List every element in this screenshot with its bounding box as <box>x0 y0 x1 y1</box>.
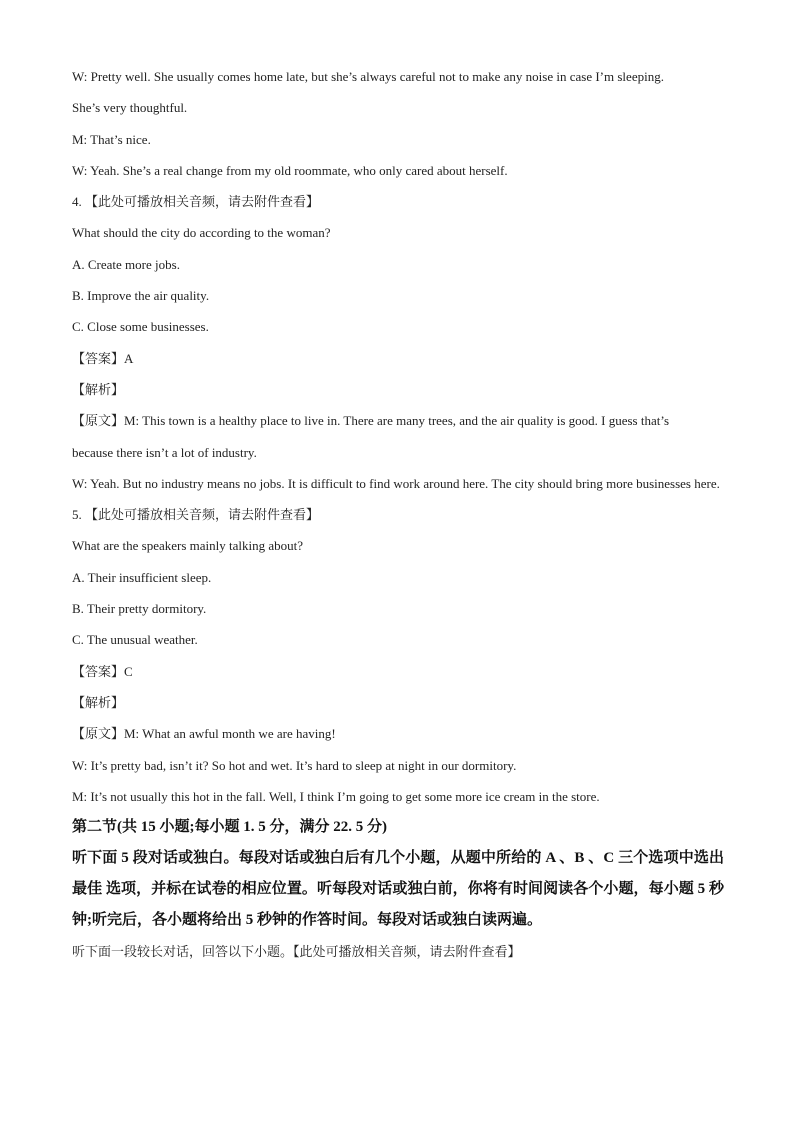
section-2-intro: 听下面一段较长对话，回答以下小题。【此处可播放相关音频，请去附件查看】 <box>72 944 521 960</box>
question-4-transcript: because there isn’t a lot of industry. <box>72 444 257 460</box>
question-4-text: What should the city do according to the woman? <box>72 225 331 241</box>
question-4-analysis-label: 【解析】 <box>72 381 125 397</box>
question-5-title: 5. 【此处可播放相关音频，请去附件查看】 <box>72 507 320 523</box>
section-2-instructions: 听下面 5 段对话或独白。每段对话或独白后有几个小题，从题中所给的 A 、B 、C 三个选项中选出最佳 选项，并标在试卷的相应位置。听每段对话或独白前，你将有时间阅读各个小题，每小题 5 秒钟;听完后，各小题将给出 5 秒钟的作答时间。每段对话或独白读两遍。 <box>72 850 724 929</box>
question-5-analysis-label: 【解析】 <box>72 694 125 710</box>
dialogue-line: W: Pretty well. She usually comes home late, but she’s always careful not to make any noise in case I’m sleeping. <box>72 69 664 84</box>
question-5-option-b: B. Their pretty dormitory. <box>72 601 207 617</box>
question-5-transcript: M: It’s not usually this hot in the fall. Well, I think I’m going to get some more ice cream in the store. <box>72 788 600 804</box>
question-4-option-b: B. Improve the air quality. <box>72 288 210 304</box>
question-5-transcript: 【原文】M: What an awful month we are having! <box>72 726 336 742</box>
question-4-title: 4. 【此处可播放相关音频，请去附件查看】 <box>72 194 320 210</box>
question-4-option-c: C. Close some businesses. <box>72 319 209 335</box>
document-page <box>72 61 724 967</box>
question-5-text: What are the speakers mainly talking about? <box>72 538 304 554</box>
question-4-transcript: 【原文】M: This town is a healthy place to live in. There are many trees, and the air quality is good. I guess that’s <box>72 413 670 429</box>
question-4-transcript: W: Yeah. But no industry means no jobs. It is difficult to find work around here. The city should bring more businesses here. <box>72 475 720 491</box>
question-5-option-c: C. The unusual weather. <box>72 632 198 648</box>
dialogue-line: W: Yeah. She’s a real change from my old roommate, who only cared about herself. <box>72 162 508 178</box>
question-5-answer: 【答案】C <box>72 663 133 679</box>
question-4-answer: 【答案】A <box>72 350 134 366</box>
question-5-option-a: A. Their insufficient sleep. <box>72 569 212 585</box>
dialogue-line: M: That’s nice. <box>72 131 151 147</box>
question-5-transcript: W: It’s pretty bad, isn’t it? So hot and wet. It’s hard to sleep at night in our dormitory. <box>72 757 517 773</box>
dialogue-line: She’s very thoughtful. <box>72 100 188 116</box>
section-2-heading: 第二节(共 15 小题;每小题 1. 5 分，满分 22. 5 分) <box>72 819 387 836</box>
question-4-option-a: A. Create more jobs. <box>72 256 180 272</box>
